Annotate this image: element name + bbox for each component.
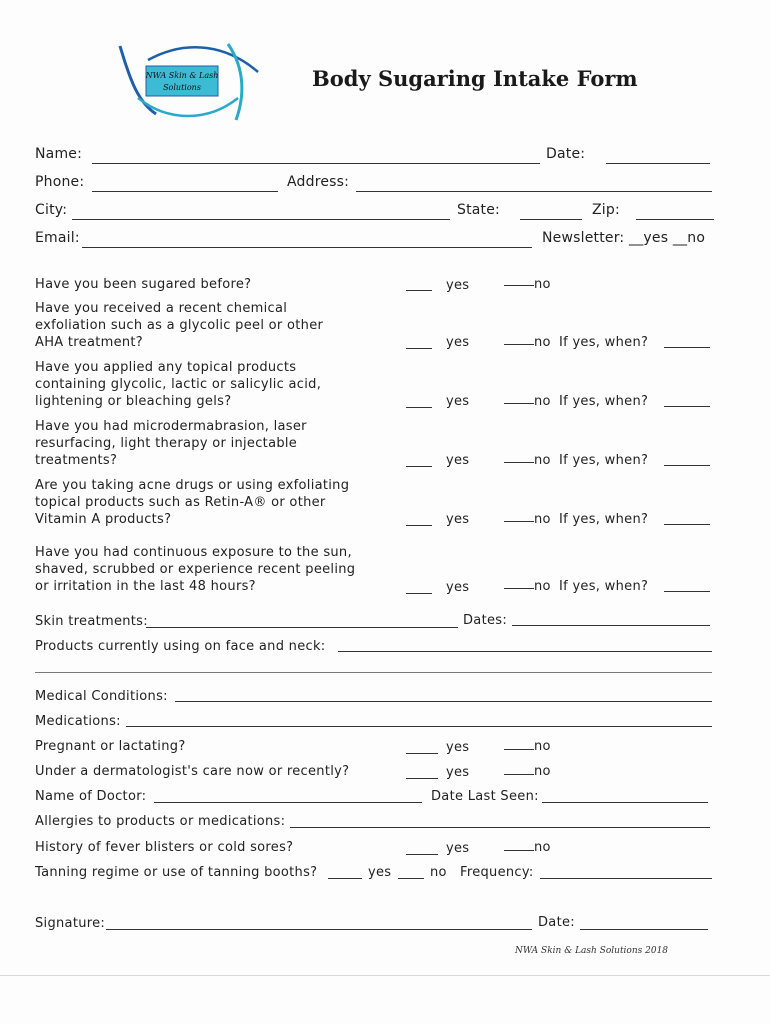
address-field[interactable] (356, 191, 712, 192)
question-2: Have you received a recent chemical exfoliation such as a glycolic peel or other AHA treatment? (35, 301, 324, 350)
medications-label: Medications: (35, 714, 121, 729)
q3-when: If yes, when? (559, 394, 649, 409)
q5-no: no (534, 512, 551, 527)
derm-no: no (534, 764, 551, 779)
blisters-no: no (534, 840, 551, 855)
skin-treatments-field[interactable] (146, 627, 458, 628)
medications-field[interactable] (126, 726, 712, 727)
q5-no-blank[interactable] (504, 521, 534, 522)
email-label: Email: (35, 230, 80, 246)
q4-when-field[interactable] (664, 465, 710, 466)
signature-field[interactable] (106, 929, 532, 930)
last-seen-field[interactable] (542, 802, 708, 803)
q6-when: If yes, when? (559, 579, 649, 594)
q1-yes: yes (446, 278, 470, 293)
q1-yes-blank[interactable] (406, 290, 432, 291)
pregnant-question: Pregnant or lactating? (35, 739, 186, 754)
allergies-field[interactable] (290, 827, 710, 828)
question-6: Have you had continuous exposure to the sun, shaved, scrubbed or experience recent peeling or irritation in the last 48 hours? (35, 545, 356, 594)
allergies-label: Allergies to products or medications: (35, 814, 286, 829)
q6-when-field[interactable] (664, 591, 710, 592)
medical-conditions-label: Medical Conditions: (35, 689, 168, 704)
skin-treatments-label: Skin treatments: (35, 614, 148, 629)
last-seen-label: Date Last Seen: (431, 789, 539, 804)
page-title: Body Sugaring Intake Form (312, 66, 638, 91)
q3-yes: yes (446, 394, 470, 409)
q6-yes-blank[interactable] (406, 593, 432, 594)
state-label: State: (457, 202, 500, 218)
q2-no: no (534, 335, 551, 350)
dermatologist-question: Under a dermatologist's care now or recently? (35, 764, 350, 779)
phone-field[interactable] (92, 191, 278, 192)
tanning-yes: yes (368, 865, 392, 880)
tanning-no-blank[interactable] (398, 878, 424, 879)
q4-yes-blank[interactable] (406, 466, 432, 467)
logo-eye-icon (108, 40, 263, 124)
q6-no: no (534, 579, 551, 594)
address-label: Address: (287, 174, 350, 190)
zip-field[interactable] (636, 219, 714, 220)
blisters-yes-blank[interactable] (406, 854, 438, 855)
blisters-yes: yes (446, 841, 470, 856)
q4-no: no (534, 453, 551, 468)
medical-conditions-field[interactable] (175, 701, 712, 702)
tanning-no: no (430, 865, 447, 880)
blisters-question: History of fever blisters or cold sores? (35, 840, 294, 855)
derm-no-blank[interactable] (504, 774, 534, 775)
q3-yes-blank[interactable] (406, 407, 432, 408)
products-field[interactable] (338, 651, 712, 652)
q4-no-blank[interactable] (504, 462, 534, 463)
question-1: Have you been sugared before? (35, 277, 252, 292)
derm-yes-blank[interactable] (406, 778, 438, 779)
signature-date-label: Date: (538, 915, 575, 930)
city-label: City: (35, 202, 68, 218)
doctor-label: Name of Doctor: (35, 789, 147, 804)
logo-text-line2: Solutions (163, 83, 201, 92)
question-4: Have you had microdermabrasion, laser resurfacing, light therapy or injectable treatments? (35, 419, 307, 468)
zip-label: Zip: (592, 202, 620, 218)
q6-yes: yes (446, 580, 470, 595)
q5-yes: yes (446, 512, 470, 527)
phone-label: Phone: (35, 174, 85, 190)
tanning-question: Tanning regime or use of tanning booths? (35, 865, 318, 880)
q3-no: no (534, 394, 551, 409)
q5-when-field[interactable] (664, 524, 710, 525)
q2-yes: yes (446, 335, 470, 350)
email-field[interactable] (82, 247, 532, 248)
q3-when-field[interactable] (664, 406, 710, 407)
date-label: Date: (546, 146, 586, 162)
frequency-field[interactable] (540, 878, 712, 879)
footer-text: NWA Skin & Lash Solutions 2018 (515, 946, 669, 956)
doctor-field[interactable] (154, 802, 422, 803)
q2-when-field[interactable] (664, 347, 710, 348)
q1-no: no (534, 277, 551, 292)
products-label: Products currently using on face and neck: (35, 639, 326, 654)
question-5: Are you taking acne drugs or using exfoliating topical products such as Retin-A® or other Vitamin A products? (35, 478, 350, 527)
q1-no-blank[interactable] (504, 285, 534, 286)
q5-yes-blank[interactable] (406, 525, 432, 526)
newsletter-label: Newsletter: __yes __no (542, 230, 706, 246)
q4-yes: yes (446, 453, 470, 468)
pregnant-yes-blank[interactable] (406, 753, 438, 754)
frequency-label: Frequency: (460, 865, 534, 880)
blisters-no-blank[interactable] (504, 850, 534, 851)
q6-no-blank[interactable] (504, 588, 534, 589)
pregnant-no-blank[interactable] (504, 749, 534, 750)
name-field[interactable] (92, 163, 540, 164)
signature-date-field[interactable] (580, 929, 708, 930)
date-field[interactable] (606, 163, 710, 164)
city-field[interactable] (72, 219, 450, 220)
q2-no-blank[interactable] (504, 344, 534, 345)
state-field[interactable] (520, 219, 582, 220)
logo-text-line1: NWA Skin & Lash (145, 71, 219, 80)
skin-dates-field[interactable] (512, 625, 710, 626)
question-3: Have you applied any topical products containing glycolic, lactic or salicylic acid, lightening or bleaching gels? (35, 360, 322, 409)
q4-when: If yes, when? (559, 453, 649, 468)
products-field-2[interactable] (35, 672, 712, 673)
derm-yes: yes (446, 765, 470, 780)
q5-when: If yes, when? (559, 512, 649, 527)
pregnant-yes: yes (446, 740, 470, 755)
page-bottom-rule (0, 975, 770, 976)
skin-dates-label: Dates: (463, 613, 508, 628)
q2-when: If yes, when? (559, 335, 649, 350)
signature-label: Signature: (35, 916, 106, 931)
q2-yes-blank[interactable] (406, 348, 432, 349)
name-label: Name: (35, 146, 83, 162)
q3-no-blank[interactable] (504, 403, 534, 404)
tanning-yes-blank[interactable] (328, 878, 362, 879)
pregnant-no: no (534, 739, 551, 754)
